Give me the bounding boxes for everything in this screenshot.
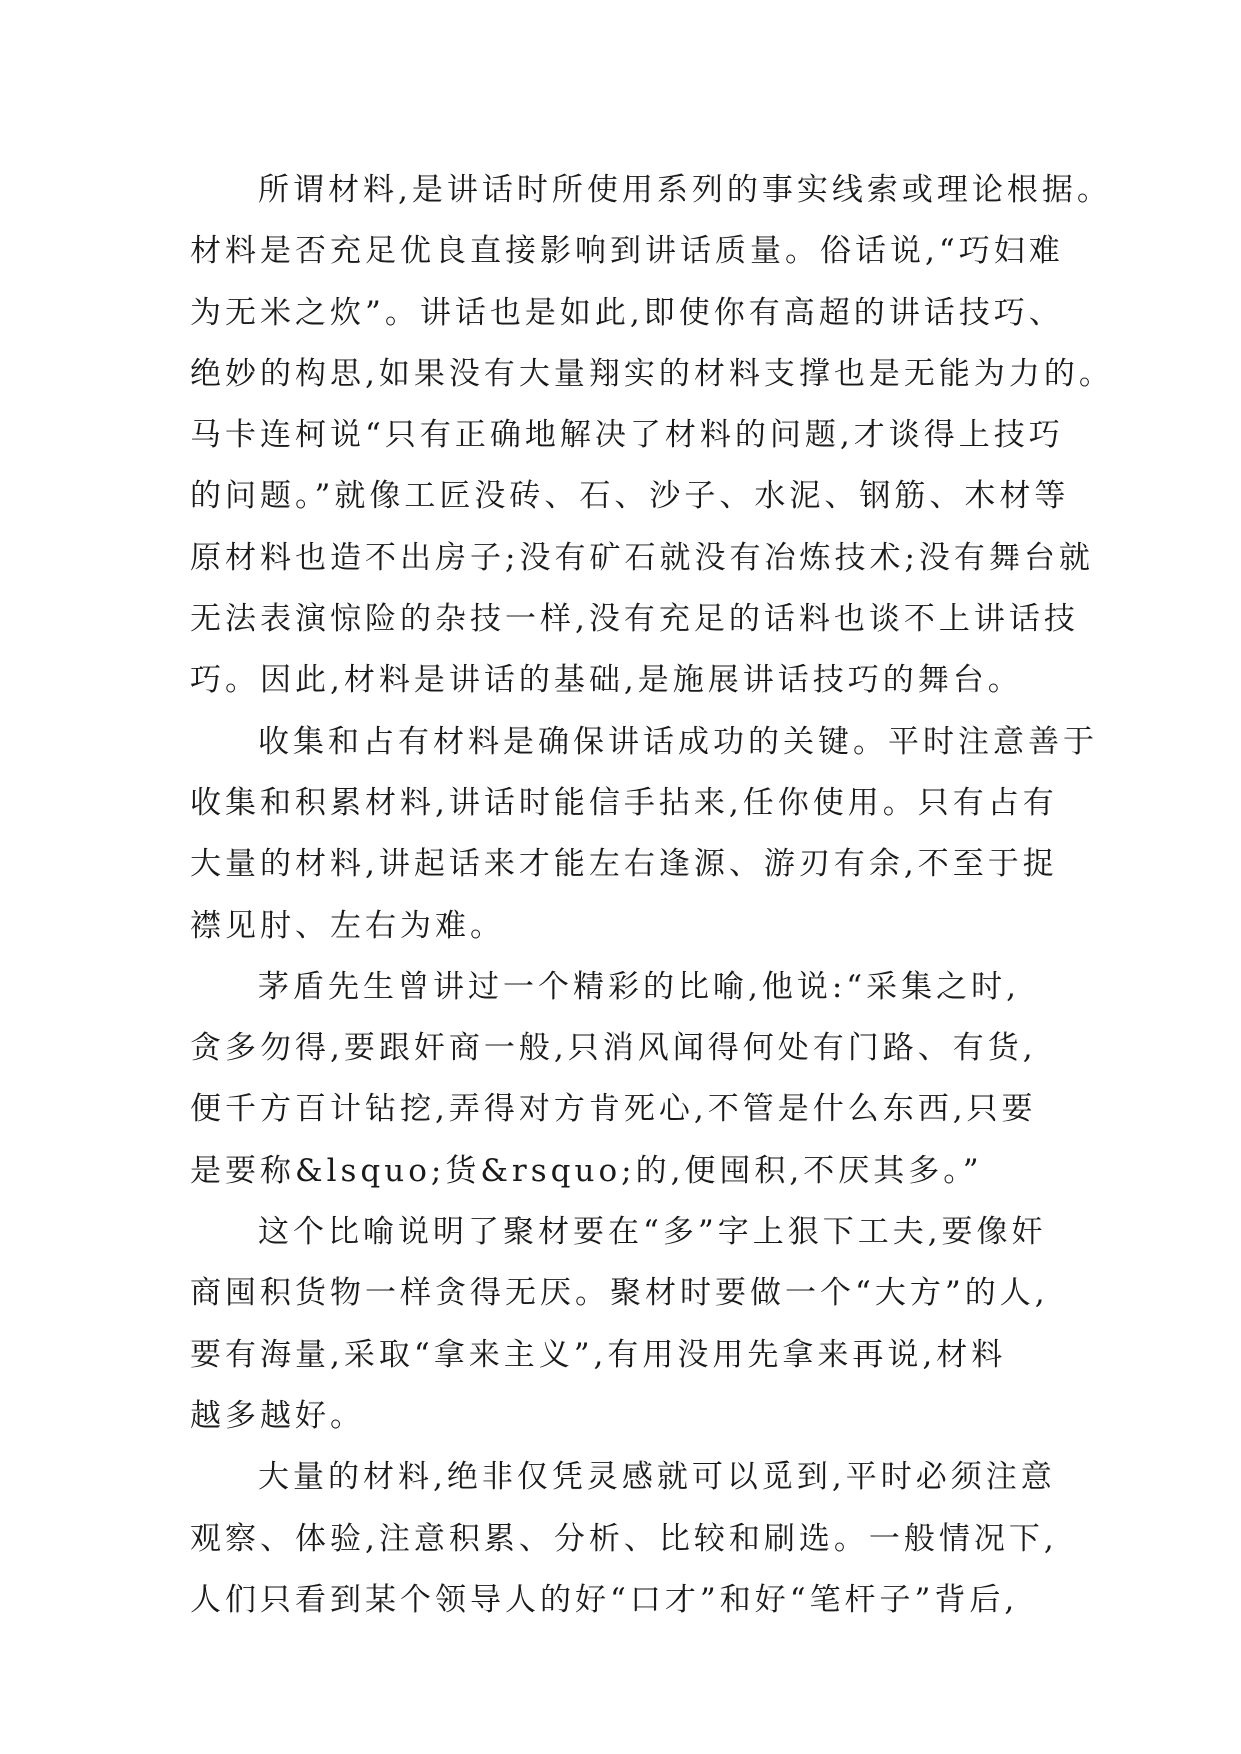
paragraph-4-line-4: 越多越好。 (190, 1397, 365, 1434)
paragraph-1-line-7: 原材料也造不出房子;没有矿石就没有冶炼技术;没有舞台就 (190, 539, 1094, 576)
paragraph-1-line-8: 无法表演惊险的杂技一样,没有充足的话料也谈不上讲话技 (190, 601, 1079, 638)
paragraph-1-line-6: 的问题。”就像工匠没砖、石、沙子、水泥、钢筋、木材等 (190, 478, 1070, 515)
paragraph-2-line-3: 大量的材料,讲起话来才能左右逢源、游刃有余,不至于捉 (190, 846, 1058, 883)
paragraph-3-line-3: 便千方百计钻挖,弄得对方肯死心,不管是什么东西,只要 (190, 1091, 1037, 1128)
paragraph-1-line-5: 马卡连柯说“只有正确地解决了材料的问题,才谈得上技巧 (190, 417, 1064, 454)
paragraph-4-line-3: 要有海量,采取“拿来主义”,有用没用先拿来再说,材料 (190, 1336, 1007, 1373)
paragraph-5-line-1: 大量的材料,绝非仅凭灵感就可以觅到,平时必须注意 (258, 1459, 1056, 1496)
paragraph-1-line-2: 材料是否充足优良直接影响到讲话质量。俗话说,“巧妇难 (190, 233, 1064, 270)
paragraph-2-line-1: 收集和占有材料是确保讲话成功的关键。平时注意善于 (258, 723, 1098, 760)
paragraph-3-line-2: 贪多勿得,要跟奸商一般,只消风闻得何处有门路、有货, (190, 1030, 1037, 1067)
paragraph-1-line-4: 绝妙的构思,如果没有大量翔实的材料支撑也是无能为力的。 (190, 355, 1114, 392)
paragraph-1-line-9: 巧。因此,材料是讲话的基础,是施展讲话技巧的舞台。 (190, 662, 1023, 699)
paragraph-3-line-4: 是要称&lsquo;货&rsquo;的,便囤积,不厌其多。” (190, 1152, 983, 1189)
paragraph-4-line-1: 这个比喻说明了聚材要在“多”字上狠下工夫,要像奸 (258, 1214, 1047, 1251)
paragraph-2-line-4: 襟见肘、左右为难。 (190, 907, 505, 944)
paragraph-5-line-2: 观察、体验,注意积累、分析、比较和刷选。一般情况下, (190, 1520, 1058, 1557)
paragraph-4-line-2: 商囤积货物一样贪得无厌。聚材时要做一个“大方”的人, (190, 1275, 1049, 1312)
paragraph-1-line-3: 为无米之炊”。讲话也是如此,即使你有高超的讲话技巧、 (190, 294, 1064, 331)
paragraph-1-line-1: 所谓材料,是讲话时所使用系列的事实线索或理论根据。 (258, 172, 1112, 208)
paragraph-2-line-2: 收集和积累材料,讲话时能信手拈来,任你使用。只有占有 (190, 784, 1058, 821)
body-text (190, 160, 1114, 1631)
paragraph-5-line-3: 人们只看到某个领导人的好“口才”和好“笔杆子”背后, (190, 1581, 1019, 1618)
paragraph-3-line-1: 茅盾先生曾讲过一个精彩的比喻,他说:“采集之时, (258, 968, 1020, 1005)
